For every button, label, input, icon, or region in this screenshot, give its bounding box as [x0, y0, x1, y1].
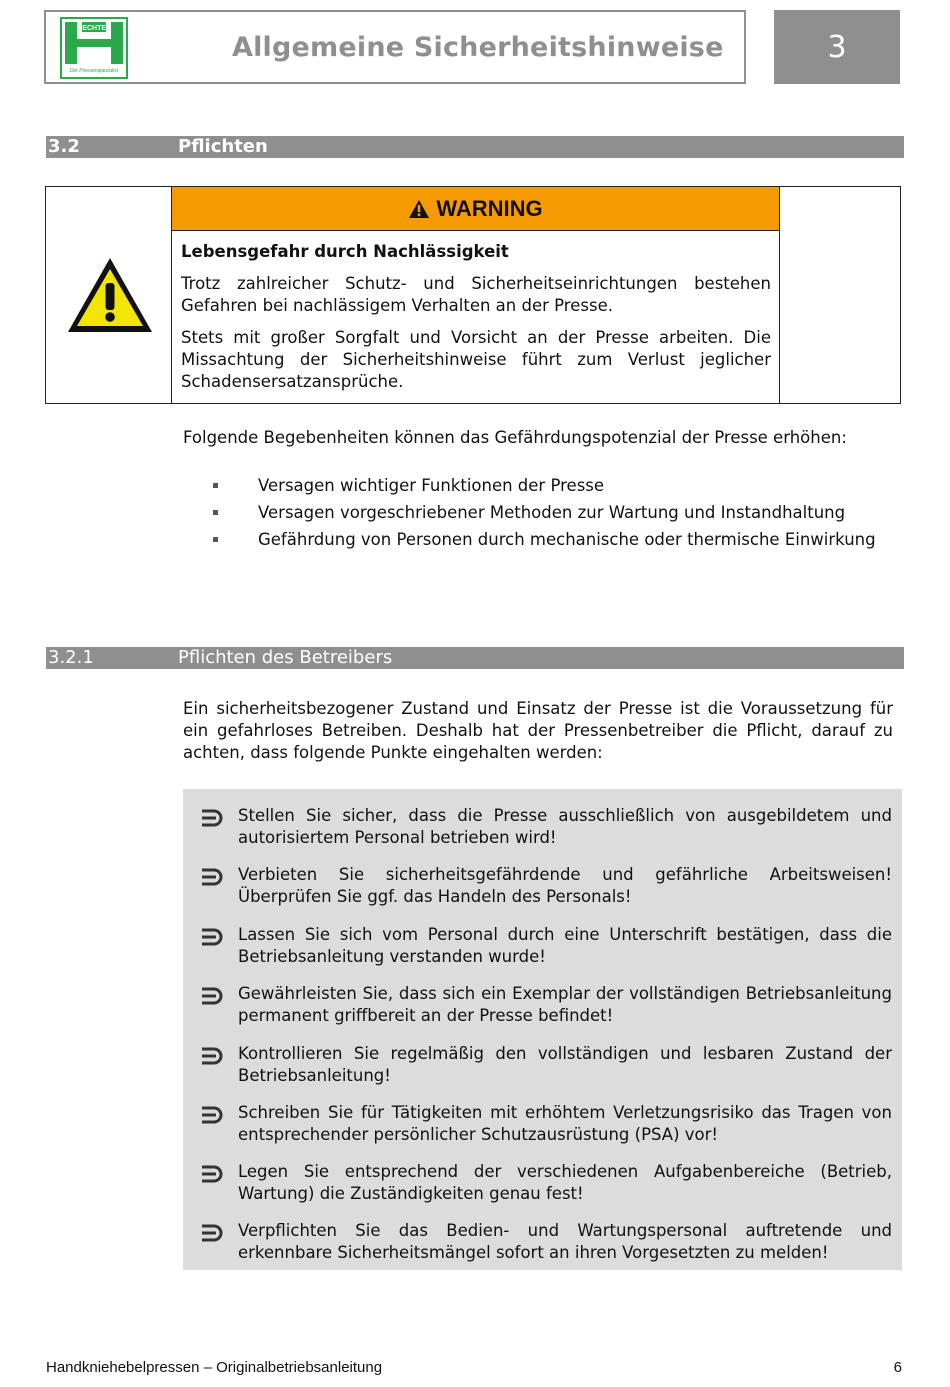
page-header — [44, 10, 746, 84]
intro-paragraph: Folgende Begebenheiten können das Gefährdungspotenzial der Presse erhöhen: — [183, 428, 847, 447]
warning-title: Lebensgefahr durch Nachlässigkeit — [181, 242, 509, 261]
warning-triangle-icon — [65, 255, 155, 335]
warning-icon-cell — [46, 187, 172, 403]
warning-empty-cell — [779, 187, 900, 403]
footer-document-title: Handkniehebelpressen – Originalbetriebsanleitung — [46, 1359, 383, 1376]
subsection-title: Pflichten des Betreibers — [178, 647, 393, 668]
warning-label: WARNING — [436, 195, 543, 221]
bullet-square-icon — [213, 510, 218, 515]
gechter-logo — [60, 17, 128, 79]
list-item: Gefährdung von Personen durch mechanische oder thermische Einwirkung — [183, 529, 893, 551]
svg-text:GECHTER: GECHTER — [76, 25, 112, 32]
section-title: Pflichten — [178, 136, 268, 157]
arrow-right-icon — [199, 807, 225, 829]
arrow-right-icon — [199, 1222, 225, 1244]
warning-paragraph: Stets mit großer Sorgfalt und Vorsicht an der Presse arbeiten. Die Missachtung der Sicherheitshinweise führt zum Verlust jeglicher Schadensersatzansprüche. — [181, 328, 771, 391]
footer-page-number: 6 — [893, 1359, 902, 1376]
warning-body — [181, 241, 771, 403]
subsection-heading — [46, 647, 904, 669]
bullet-list — [183, 475, 893, 556]
operator-intro: Ein sicherheitsbezogener Zustand und Einsatz der Presse ist die Voraussetzung für ein gefahrloses Betreiben. Deshalb hat der Pressenbetreiber die Pflicht, darauf zu achten, dass folgende Punkte eingehalten werden: — [183, 699, 893, 762]
header-title: Allgemeine Sicherheitshinweise — [232, 32, 724, 63]
chapter-number: 3 — [774, 10, 900, 84]
subsection-number: 3.2.1 — [48, 647, 94, 668]
arrow-right-icon — [199, 1104, 225, 1126]
warning-paragraph: Trotz zahlreicher Schutz- und Sicherheitseinrichtungen bestehen Gefahren bei nachlässigem Verhalten an der Presse. — [181, 274, 771, 315]
arrow-right-icon — [199, 1045, 225, 1067]
warning-table — [45, 186, 901, 404]
warning-banner — [172, 187, 779, 231]
svg-text:Der Pressenspezialist: Der Pressenspezialist — [69, 68, 119, 74]
section-heading — [46, 136, 904, 158]
list-item: Versagen wichtiger Funktionen der Presse — [183, 475, 893, 497]
instruction-box: Stellen Sie sicher, dass die Presse ausschließlich von ausgebildetem und autorisiertem Personal betrieben wird! Verbieten Sie sicherheitsgefährdende und gefährliche Arbeitsweisen! Überprüfen Sie ggf. das Handeln des Personals! Lassen Sie sich vom Personal durch eine Unterschrift bestätigen, dass die Betriebsanleitung verstanden wurde! Gewährleisten Sie, dass sich ein Exemplar der vollständigen Betriebsanleitung permanent griffbereit an der Presse befindet! Kontrollieren Sie regelmäßig den vollständigen und lesbaren Zustand der Betriebsanleitung! Schreiben Sie für Tätigkeiten mit erhöhtem Verletzungsrisiko das Tragen von entsprechender persönlicher Schutzausrüstung (PSA) vor! Legen Sie entsprechend der verschiedenen Aufgabenbereiche (Betrieb, Wartung) die Zuständigkeiten genau fest! Verpflichten Sie das Bedien- und Wartungspersonal auftretende und erkennbare Sicherheitsmängel sofort an ihren Vorgesetzten zu melden! — [183, 789, 902, 1270]
bullet-square-icon — [213, 537, 218, 542]
list-item: Versagen vorgeschriebener Methoden zur Wartung und Instandhaltung — [183, 502, 893, 524]
arrow-right-icon — [199, 926, 225, 948]
bullet-square-icon — [213, 483, 218, 488]
arrow-right-icon — [199, 866, 225, 888]
arrow-right-icon — [199, 1163, 225, 1185]
arrow-right-icon — [199, 985, 225, 1007]
section-number: 3.2 — [48, 136, 80, 157]
warning-sign-icon — [408, 199, 430, 219]
